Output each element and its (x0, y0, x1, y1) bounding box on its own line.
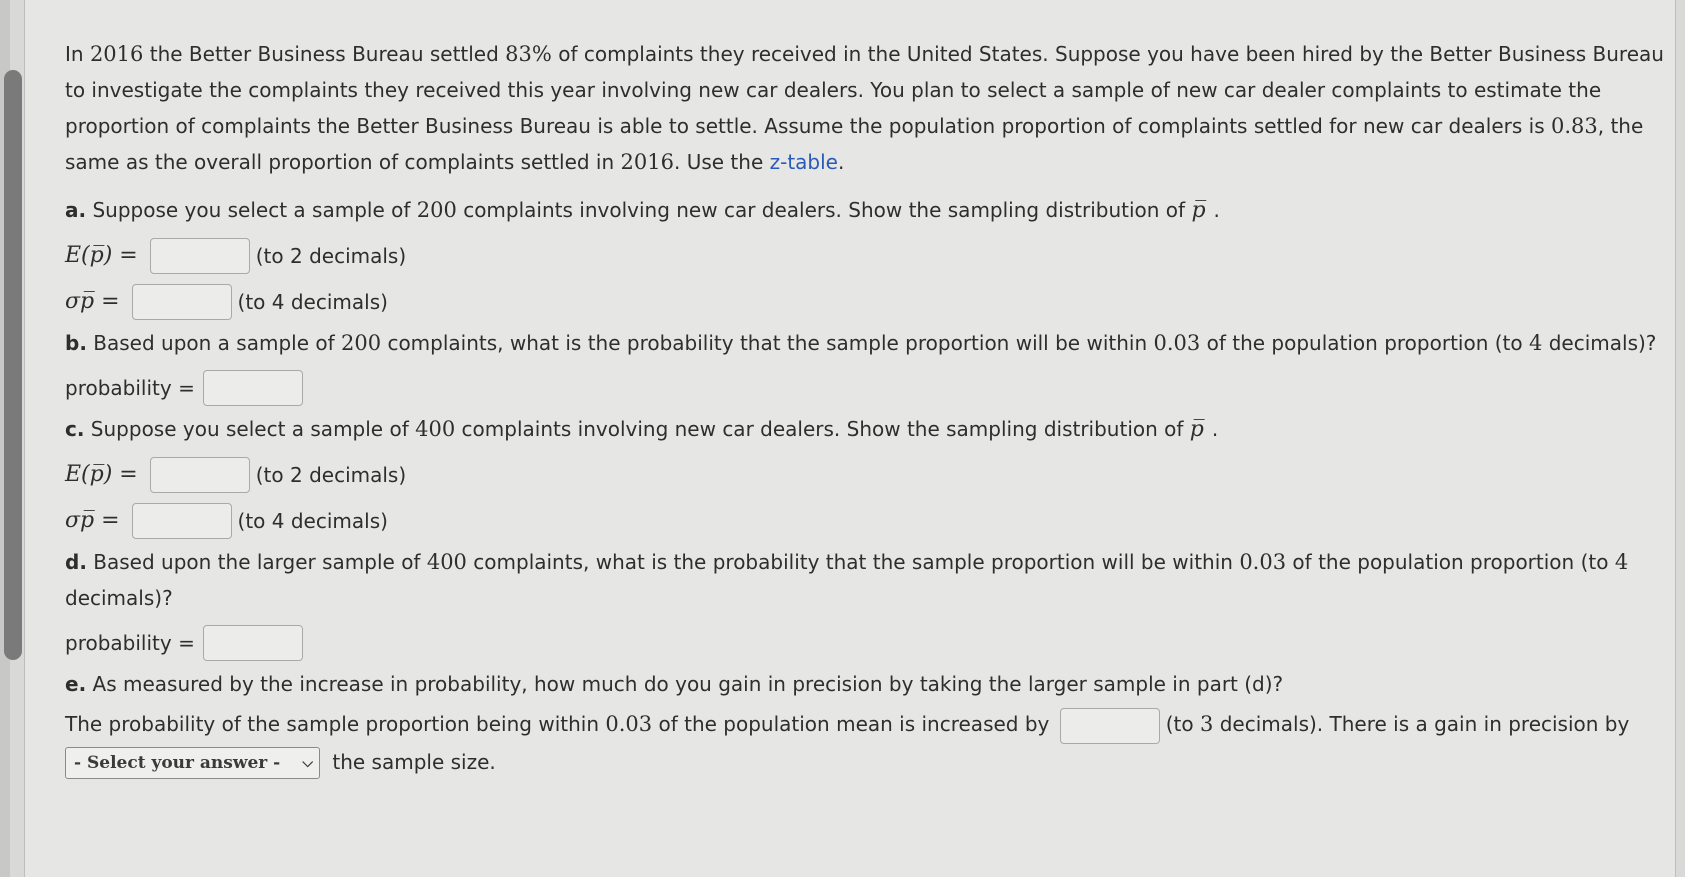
part-d-text-4: decimals)? (65, 586, 173, 610)
part-c-expected-input[interactable] (150, 457, 250, 493)
part-a-expected-input[interactable] (150, 238, 250, 274)
problem-intro (65, 36, 1685, 180)
part-c-expected-row (65, 452, 1685, 498)
part-d-decimals: 4 (1614, 550, 1629, 574)
intro-text-2: the Better Business Bureau settled (143, 42, 506, 66)
part-a-question (65, 192, 1685, 229)
part-c-letter: c. (65, 417, 85, 441)
part-b-text-2: complaints, what is the probability that the sample proportion will be within (381, 331, 1154, 355)
part-c-symbol: p̅ (1189, 417, 1204, 442)
part-a-expected-hint: (to 2 decimals) (255, 244, 407, 268)
part-e-text-5: the sample size. (326, 749, 496, 774)
part-c-text-1: Suppose you select a sample of (84, 417, 416, 441)
part-e-text-4: decimals). There is a gain in precision by (1213, 712, 1630, 736)
part-c-stderr-row (65, 498, 1685, 544)
part-a-text-3: . (1213, 198, 1220, 222)
part-b-decimals: 4 (1528, 331, 1543, 355)
part-e-letter: e. (65, 672, 87, 696)
part-b-text-4: decimals)? (1542, 331, 1657, 355)
intro-proportion: 0.83 (1550, 114, 1598, 138)
part-e-text-2: of the population mean is increased by (652, 712, 1056, 736)
part-d-question (65, 544, 1685, 616)
part-a-stderr-label: σp̅ = (65, 289, 120, 314)
z-table-link[interactable]: z-table (769, 150, 838, 174)
part-d-margin: 0.03 (1239, 550, 1287, 574)
part-c-stderr-hint: (to 4 decimals) (237, 509, 388, 533)
part-b-question (65, 325, 1685, 361)
intro-text-3: of complaints they received in the United States. Suppose you have been hired by the Better Business Bureau to investigate the complaints they received this year involving new car dealers. You plan to select a sample of new car dealer complaints to estimate the proportion of complaints the Better Business Bureau is able to settle. Assume the population proportion of complaints settled for new car dealers is (65, 42, 1664, 138)
part-b-text-1: Based upon a sample of (86, 331, 341, 355)
scrollbar-thumb[interactable] (4, 70, 22, 660)
part-e-question (65, 666, 1685, 702)
part-d-probability-label: probability = (65, 631, 195, 655)
intro-year-2: 2016 (620, 150, 674, 174)
chevron-down-icon: ⌵ (302, 755, 313, 771)
part-a-stderr-row (65, 279, 1685, 325)
part-e-text-1: The probability of the sample proportion being within (65, 712, 606, 736)
part-e-question-text: As measured by the increase in probability, how much do you gain in precision by taking the larger sample in part (d)? (86, 672, 1284, 696)
part-e-answer-select[interactable] (65, 747, 320, 779)
question-content (65, 36, 1685, 792)
intro-percent: 83% (505, 42, 552, 66)
intro-text-6: . (837, 150, 845, 174)
part-d-sample-size: 400 (426, 550, 467, 574)
part-d-text-1: Based upon the larger sample of (86, 550, 427, 574)
part-e-increase-input[interactable] (1060, 708, 1160, 744)
part-a-stderr-input[interactable] (132, 284, 232, 320)
part-b-probability-row (65, 365, 1685, 411)
part-b-letter: b. (65, 331, 87, 355)
part-b-text-3: of the population proportion (to (1200, 331, 1529, 355)
intro-text-5: . Use the (673, 150, 770, 174)
part-a-letter: a. (65, 198, 87, 222)
part-a-expected-row (65, 233, 1685, 279)
part-c-text-2: complaints involving new car dealers. Show the sampling distribution of (455, 417, 1190, 441)
part-c-sample-size: 400 (415, 417, 456, 441)
part-b-probability-label: probability = (65, 376, 195, 400)
part-d-letter: d. (65, 550, 87, 574)
part-c-text-3: . (1211, 417, 1219, 441)
part-e-text-3: (to (1165, 712, 1200, 736)
part-a-stderr-hint: (to 4 decimals) (237, 290, 388, 314)
part-c-expected-hint: (to 2 decimals) (255, 463, 407, 487)
intro-text-1: In (65, 42, 90, 66)
part-b-probability-input[interactable] (203, 370, 303, 406)
question-panel (24, 0, 1676, 877)
part-a-text-1: Suppose you select a sample of (86, 198, 417, 222)
part-d-probability-row (65, 620, 1685, 666)
part-c-expected-label: E(p̅) = (65, 462, 138, 487)
part-a-sample-size: 200 (416, 198, 457, 222)
part-e-answer-sentence (65, 706, 1685, 780)
part-e-decimals: 3 (1199, 712, 1214, 736)
part-a-expected-label: E(p̅) = (65, 243, 138, 268)
part-b-margin: 0.03 (1153, 331, 1201, 355)
part-c-stderr-input[interactable] (132, 503, 232, 539)
part-e-select-value: - Select your answer - (74, 753, 281, 773)
part-a-text-2: complaints involving new car dealers. Show the sampling distribution of (456, 198, 1192, 222)
intro-year: 2016 (89, 42, 144, 66)
part-e-margin: 0.03 (605, 712, 653, 736)
part-c-stderr-label: σp̅ = (65, 508, 120, 533)
part-c-question (65, 411, 1685, 448)
part-a-symbol: p̅ (1191, 198, 1206, 223)
part-d-probability-input[interactable] (203, 625, 303, 661)
intro-text-4: , the same as the overall proportion of complaints settled in (65, 114, 1644, 174)
part-b-sample-size: 200 (341, 331, 382, 355)
part-d-text-2: complaints, what is the probability that the sample proportion will be within (466, 550, 1240, 574)
part-d-text-3: of the population proportion (to (1286, 550, 1615, 574)
